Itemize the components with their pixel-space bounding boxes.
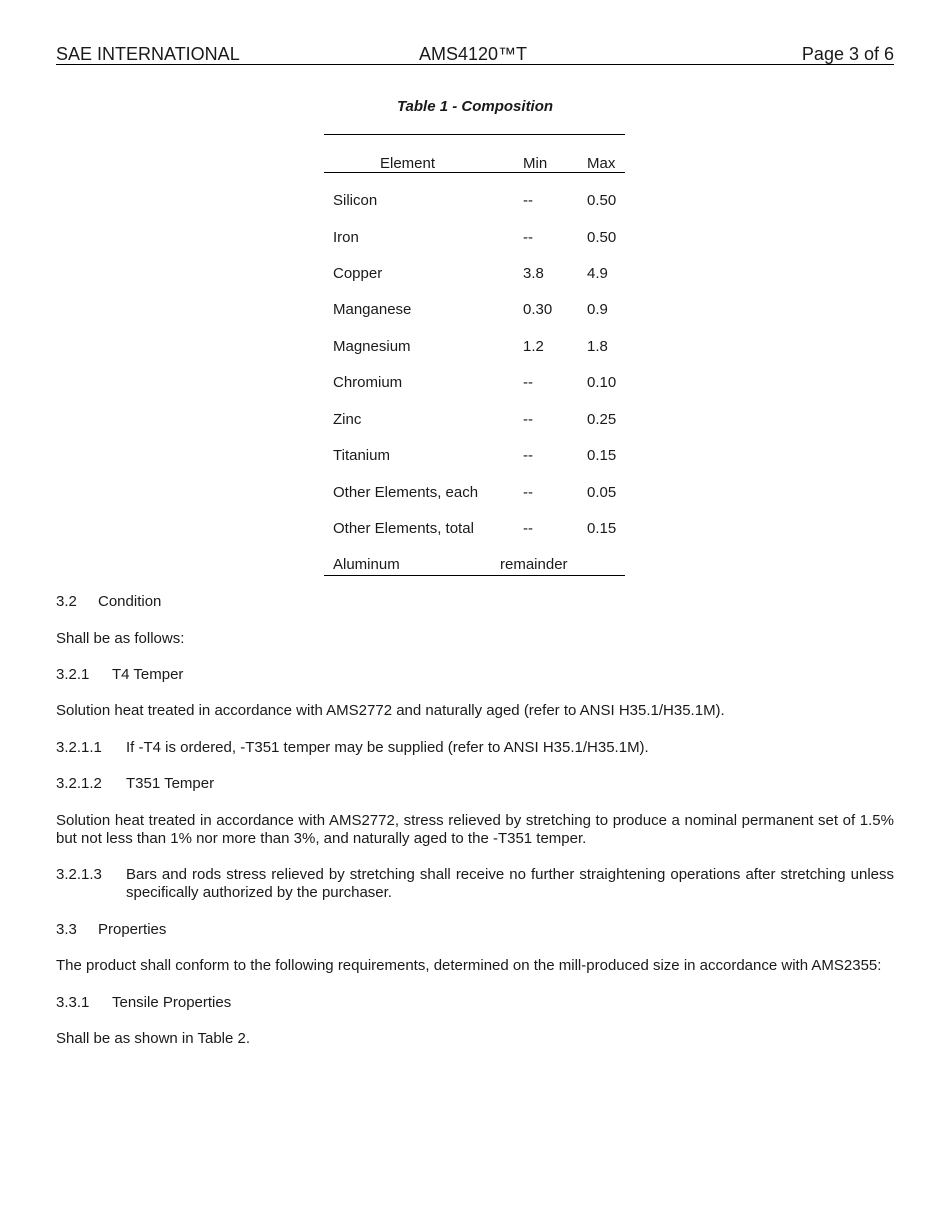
header-doc-id: AMS4120™T bbox=[419, 44, 528, 64]
element-name: Aluminum bbox=[333, 556, 400, 573]
composition-table bbox=[324, 134, 625, 576]
section-number: 3.2 bbox=[56, 593, 77, 610]
element-name: Other Elements, total bbox=[333, 520, 474, 537]
max-value: 0.25 bbox=[587, 411, 617, 428]
max-value: 1.8 bbox=[587, 338, 608, 355]
section-number: 3.2.1.3 bbox=[56, 866, 102, 883]
section-number: 3.2.1.1 bbox=[56, 739, 102, 756]
max-value: 0.50 bbox=[587, 192, 617, 209]
max-value: 0.15 bbox=[587, 447, 617, 464]
section-title: T4 Temper bbox=[112, 666, 184, 683]
header-page-number: Page 3 of 6 bbox=[801, 44, 894, 64]
element-name: Other Elements, each bbox=[333, 484, 479, 501]
column-header-max: Max bbox=[587, 155, 616, 172]
max-value: 0.50 bbox=[587, 229, 617, 246]
min-value: 1.2 bbox=[523, 338, 544, 355]
element-name: Chromium bbox=[333, 374, 403, 391]
section-number: 3.2.1 bbox=[56, 666, 90, 683]
min-value: -- bbox=[523, 229, 533, 246]
min-value: -- bbox=[523, 374, 533, 391]
section-text: Bars and rods stress relieved by stretching shall receive no further straightening operations after stretching unless specifically authorized by the purchaser. bbox=[126, 866, 894, 901]
table-title: Table 1 - Composition bbox=[396, 98, 554, 115]
section-title: T351 Temper bbox=[126, 775, 215, 792]
max-value: 0.15 bbox=[587, 520, 617, 537]
element-name: Manganese bbox=[333, 301, 412, 318]
section-number: 3.3.1 bbox=[56, 994, 90, 1011]
max-value: 4.9 bbox=[587, 265, 608, 282]
min-value: -- bbox=[523, 520, 533, 537]
min-value: 3.8 bbox=[523, 265, 544, 282]
max-value: 0.9 bbox=[587, 301, 608, 318]
page-header bbox=[56, 43, 894, 65]
max-value: 0.10 bbox=[587, 374, 617, 391]
element-name: Silicon bbox=[333, 192, 378, 209]
section-text: If -T4 is ordered, -T351 temper may be supplied (refer to ANSI H35.1/H35.1M). bbox=[126, 739, 649, 756]
element-name: Copper bbox=[333, 265, 383, 282]
element-name: Iron bbox=[333, 229, 359, 246]
min-value: 0.30 bbox=[523, 301, 553, 318]
section-title: Tensile Properties bbox=[112, 994, 232, 1011]
header-org: SAE INTERNATIONAL bbox=[56, 44, 240, 64]
paragraph: Shall be as follows: bbox=[56, 630, 185, 647]
column-header-min: Min bbox=[523, 155, 548, 172]
min-value: -- bbox=[523, 447, 533, 464]
paragraph: Solution heat treated in accordance with AMS2772, stress relieved by stretching to produce a nominal permanent set of 1.5% but not less than 1% nor more than 3%, and naturally aged to the -T351 temper. bbox=[56, 812, 894, 847]
min-value: -- bbox=[523, 484, 533, 501]
section-number: 3.2.1.2 bbox=[56, 775, 102, 792]
element-name: Titanium bbox=[333, 447, 390, 464]
min-value: -- bbox=[523, 411, 533, 428]
min-value: -- bbox=[523, 192, 533, 209]
table-header-row bbox=[324, 155, 625, 173]
paragraph: The product shall conform to the following requirements, determined on the mill-produced size in accordance with AMS2355: bbox=[56, 957, 882, 974]
column-header-element: Element bbox=[380, 155, 436, 172]
min-value: remainder bbox=[500, 556, 568, 573]
section-title: Condition bbox=[98, 593, 162, 610]
element-name: Zinc bbox=[333, 411, 362, 428]
section-title: Properties bbox=[98, 921, 167, 938]
max-value: 0.05 bbox=[587, 484, 617, 501]
paragraph: Shall be as shown in Table 2. bbox=[56, 1030, 251, 1047]
section-number: 3.3 bbox=[56, 921, 77, 938]
element-name: Magnesium bbox=[333, 338, 411, 355]
paragraph: Solution heat treated in accordance with AMS2772 and naturally aged (refer to ANSI H35.1/H35.1M). bbox=[56, 702, 725, 719]
